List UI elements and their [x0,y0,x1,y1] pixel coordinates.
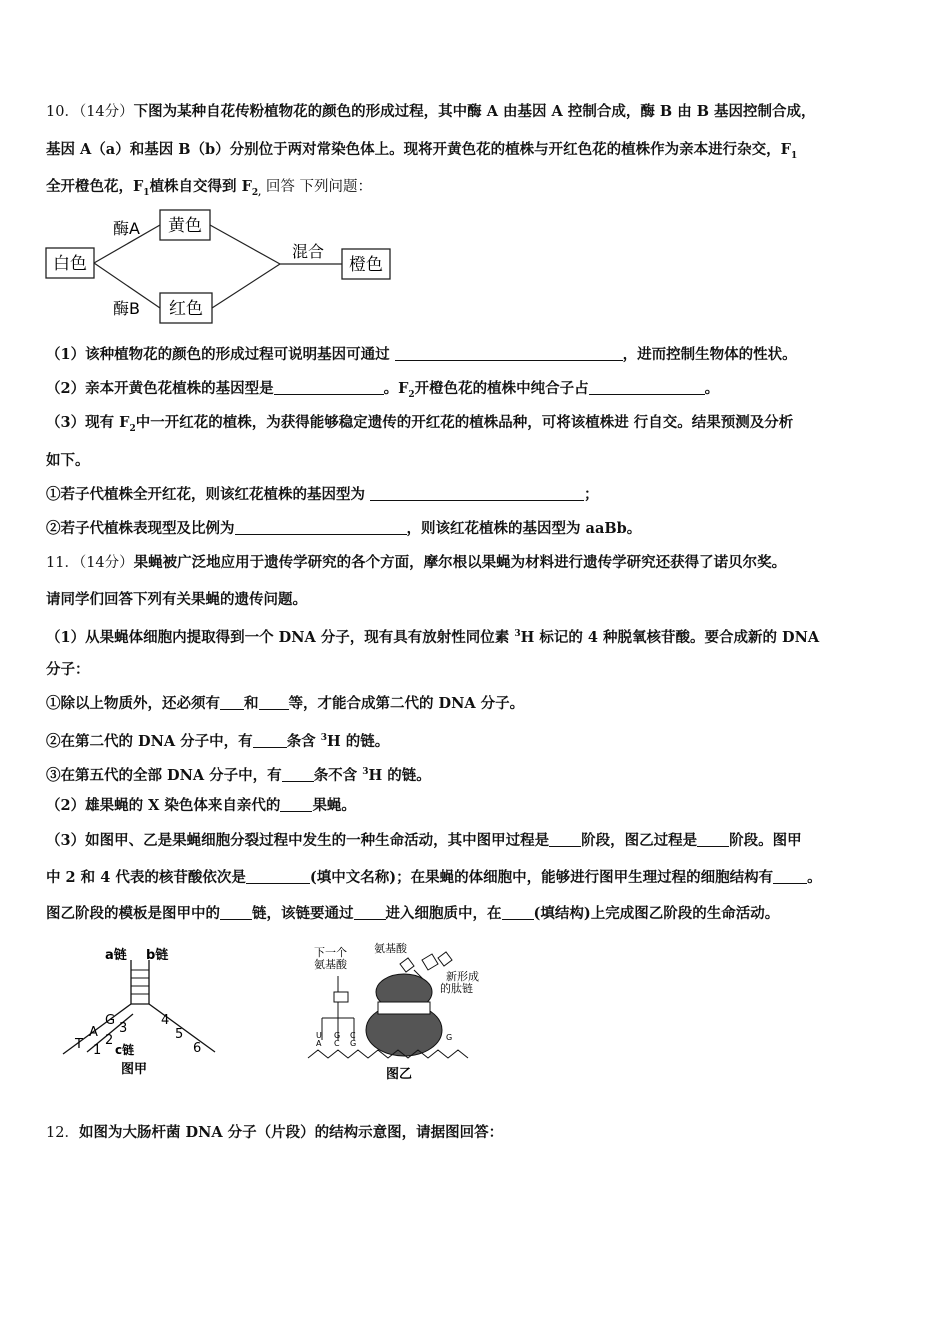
q11-text: 图乙阶段的模板是图甲中的 [46,905,220,922]
q10-sub: 2, [251,187,262,198]
answer-blank[interactable] [773,869,807,884]
q10-text: （3）现有 F [46,414,130,431]
q11-text: 中 2 和 4 代表的核苷酸依次是 [46,869,246,886]
q10-sub: 2 [408,389,415,400]
q10-part-1 [46,345,910,365]
num-4: 4 [161,1013,170,1028]
num-6: 6 [193,1041,202,1056]
q11-line-1 [46,553,910,573]
q11-sup: 3 [320,733,328,743]
q11-sup: 3 [514,629,521,639]
arrow-line [210,225,280,264]
answer-blank[interactable] [259,695,289,710]
base-g: G [105,1013,116,1028]
q12-number: 12． [46,1125,79,1141]
q10-part-3-cont [46,451,910,471]
q11-sub-3 [46,762,910,786]
base-a: A [89,1025,98,1040]
q11-part-3 [46,831,910,851]
red-label: 红色 [169,299,203,319]
q12-text: 如图为大肠杆菌 DNA 分子（片段）的结构示意图，请据图回答： [78,1124,504,1141]
anticodon-g: G [334,1031,341,1040]
a-chain-label: a链 [105,948,127,963]
q11-text: ③在第五代的全部 DNA 分子中，有 [46,766,282,784]
q11-text: 阶段，图乙过程是 [581,832,698,849]
q11-part-3-line-2 [46,868,910,888]
q11-text-1: 果蝇被广泛地应用于遗传学研究的各个方面，摩尔根以果蝇为材料进行遗传学研究还获得了诺贝尔奖。 [133,554,787,571]
ribosome-slot [378,1002,430,1014]
amino-acid-label: 氨基酸 [374,942,407,955]
q10-text-3a: 全开橙色花，F [46,178,144,195]
next-amino-acid-label: 氨基酸 [314,958,347,971]
answer-blank[interactable] [370,486,584,501]
q10-text: （1）该种植物花的颜色的形成过程可说明基因可通过 [46,346,395,363]
q10-line-2 [46,140,910,166]
q11-text: H 的链。 [368,766,431,784]
q11-text: 链，该链要通过 [252,905,354,922]
q11-text: 等，才能合成第二代的 DNA 分子。 [288,695,525,712]
yellow-label: 黄色 [168,216,202,236]
q10-case-2 [46,519,910,539]
q11-text: H 的链。 [327,732,390,750]
q11-text: H 标记的 4 种脱氧核苷酸。要合成新的 DNA [520,628,820,646]
q12-line-1 [46,1123,910,1143]
q11-text: 分子： [46,661,90,678]
trna-head [334,992,348,1002]
answer-blank[interactable] [502,905,534,920]
q10-sub: 1 [143,187,150,198]
enzyme-b-label: 酶B [113,299,140,318]
q11-text-2: 请同学们回答下列有关果蝇的遗传问题。 [46,591,307,608]
q11-score: （14分） [78,555,134,571]
figure-jia-dna-replication [55,942,225,1082]
q11-text: （2）雄果蝇的 X 染色体来自亲代的 [46,797,281,814]
q10-text-3c: 植株自交得到 F [149,178,252,195]
q11-text: 进入细胞质中，在 [385,905,502,922]
num-1: 1 [93,1043,102,1058]
q10-part-2 [46,379,910,405]
figure-yi-caption: 图乙 [386,1067,413,1082]
answer-blank[interactable] [274,380,384,395]
codon-g: G [446,1033,453,1042]
anticodon-u: U [316,1031,322,1040]
q11-text: （3）如图甲、乙是果蝇细胞分裂过程中发生的一种生命活动，其中图甲过程是 [46,832,550,849]
q10-text: （2）亲本开黄色花植株的基因型是 [46,380,274,397]
answer-blank[interactable] [354,905,386,920]
q11-number: 11． [46,555,79,571]
q11-text: (填结构)上完成图乙阶段的生命活动。 [533,905,780,922]
answer-blank[interactable] [246,869,310,884]
q10-sub: 2 [129,423,136,434]
q11-part-1 [46,624,910,648]
q10-text: ，则该红花植株的基因型为 aaBb。 [406,520,642,537]
q11-text: ①除以上物质外，还必须有 [46,695,220,712]
anticodon-c2: C [350,1031,356,1040]
q10-score: （14分） [78,104,134,120]
q10-text: ，进而控制生物体的性状。 [622,346,797,363]
enzyme-a-label: 酶A [113,219,140,238]
answer-blank[interactable] [395,346,623,361]
q11-part-1-cont [46,660,910,680]
answer-blank[interactable] [280,797,312,812]
q10-text: ①若子代植株全开红花，则该红花植株的基因型为 [46,486,371,503]
peptide-shape [438,952,452,966]
arrow-line [212,264,280,308]
answer-blank[interactable] [282,767,314,782]
answer-blank[interactable] [549,832,581,847]
answer-blank[interactable] [253,733,287,748]
q10-number: 10． [46,104,79,120]
new-chain-label: 的肽链 [440,982,473,995]
c-chain-label: c链 [115,1043,135,1057]
q10-case-1 [46,485,910,505]
anticodon-g2: G [350,1039,357,1048]
q11-part-2 [46,796,910,816]
b-chain-label: b链 [146,948,169,963]
figure-jia-caption: 图甲 [121,1062,148,1077]
q10-line-3 [46,177,910,203]
anticodon-a: A [316,1039,322,1048]
answer-blank[interactable] [589,380,705,395]
q10-part-3 [46,413,910,439]
num-3: 3 [119,1021,128,1036]
q11-text: 。 [807,869,822,886]
num-5: 5 [175,1027,184,1042]
q10-text: 。 [704,380,720,397]
q11-text: (填中文名称)；在果蝇的体细胞中，能够进行图甲生理过程的细胞结构有 [309,869,774,886]
q11-line-2 [46,590,910,610]
q10-text: 开橙色花的植株中纯合子占 [414,380,589,397]
q10-sub: 1 [790,150,798,161]
q11-sub-1 [46,694,910,714]
q10-text: 如下。 [46,452,90,469]
orange-label: 橙色 [349,255,383,275]
q11-sub-2 [46,728,910,752]
q11-text: 果蝇。 [312,797,356,814]
q11-text: 阶段。图甲 [729,832,802,849]
q10-text-1: 下图为某种自花传粉植物花的颜色的形成过程，其中酶 A 由基因 A 控制合成，酶 B 由 B 基因控制合成， [133,103,816,120]
white-label: 白色 [53,254,87,274]
q11-part-3-line-3 [46,904,910,924]
q11-text: 和 [244,695,259,712]
num-2: 2 [105,1033,114,1048]
q10-text: ； [584,486,599,503]
anticodon-c: C [334,1039,340,1048]
answer-blank[interactable] [220,695,244,710]
q10-text: 中一开红花的植株，为获得能够稳定遗传的开红花的植株品种，可将该植株进 行自交。结果预测及分析 [135,414,794,431]
answer-blank[interactable] [697,832,729,847]
peptide-shape [422,954,438,970]
flower-color-diagram [40,205,400,330]
base-t: T [75,1037,83,1052]
q11-text: 条含 [286,732,321,750]
q11-text: 条不含 [313,766,363,784]
mix-label: 混合 [292,242,325,261]
amino-acid-shape [400,958,414,972]
q10-text: 。F [383,380,409,397]
next-amino-acid-label: 下一个 [314,946,347,959]
figure-yi-translation [300,940,490,1085]
q10-text-2: 基因 A（a）和基因 B（b）分别位于两对常染色体上。现将开黄色花的植株与开红色花的植株作为亲本进行杂交，F [46,141,791,158]
answer-blank[interactable] [235,520,407,535]
q11-text: ②在第二代的 DNA 分子中，有 [46,732,253,750]
q10-line-1 [46,102,910,122]
q11-sup: 3 [362,767,369,777]
answer-blank[interactable] [220,905,252,920]
q11-text: （1）从果蝇体细胞内提取得到一个 DNA 分子，现有具有放射性同位素 [46,628,515,646]
q10-text-3e: 回答 下列问题： [261,179,373,195]
new-chain-label: 新形成 [446,970,479,983]
q10-text: ②若子代植株表现型及比例为 [46,520,235,537]
